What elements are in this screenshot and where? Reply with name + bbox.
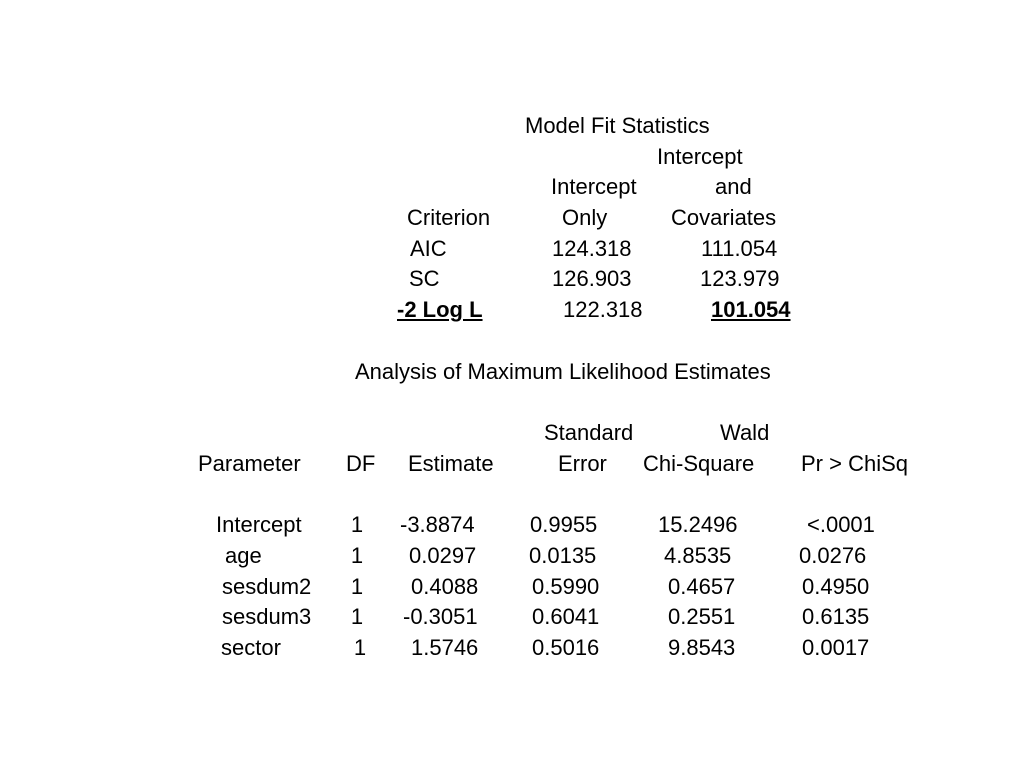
param-df: 1 bbox=[350, 512, 364, 537]
param-wald-chisq: 0.4657 bbox=[668, 574, 736, 599]
param-name: age bbox=[225, 543, 262, 568]
fit-criterion: AIC bbox=[410, 236, 447, 261]
fit-criterion: SC bbox=[409, 266, 440, 291]
param-std-error: 0.6041 bbox=[532, 604, 600, 629]
header-standard: Standard bbox=[544, 420, 634, 445]
param-df: 1 bbox=[353, 635, 367, 660]
param-p-value: 0.6135 bbox=[802, 604, 870, 629]
header-error: Error bbox=[558, 451, 607, 476]
header-criterion: Criterion bbox=[407, 205, 491, 230]
fit-intercept-only: 124.318 bbox=[552, 236, 632, 261]
param-std-error: 0.5016 bbox=[532, 635, 600, 660]
param-name: sesdum3 bbox=[222, 604, 312, 629]
param-name: Intercept bbox=[216, 512, 302, 537]
header-only: Only bbox=[562, 205, 608, 230]
param-std-error: 0.9955 bbox=[530, 512, 598, 537]
param-estimate: 0.0297 bbox=[409, 543, 477, 568]
header-chi-square: Chi-Square bbox=[643, 451, 755, 476]
param-estimate: -0.3051 bbox=[403, 604, 478, 629]
param-wald-chisq: 4.8535 bbox=[664, 543, 732, 568]
header-intercept-only-line1: Intercept bbox=[551, 174, 637, 199]
param-df: 1 bbox=[350, 574, 364, 599]
mle-title: Analysis of Maximum Likelihood Estimates bbox=[355, 359, 771, 384]
param-estimate: 0.4088 bbox=[411, 574, 479, 599]
param-p-value: <.0001 bbox=[807, 512, 875, 537]
fit-with-covariates: 101.054 bbox=[711, 297, 791, 322]
fit-with-covariates: 111.054 bbox=[701, 236, 778, 261]
param-estimate: 1.5746 bbox=[411, 635, 479, 660]
param-wald-chisq: 9.8543 bbox=[668, 635, 736, 660]
model-fit-title: Model Fit Statistics bbox=[525, 113, 710, 138]
param-std-error: 0.0135 bbox=[529, 543, 597, 568]
header-parameter: Parameter bbox=[198, 451, 301, 476]
header-wald: Wald bbox=[720, 420, 770, 445]
header-estimate: Estimate bbox=[408, 451, 494, 476]
header-df: DF bbox=[346, 451, 376, 476]
fit-intercept-only: 122.318 bbox=[563, 297, 643, 322]
param-df: 1 bbox=[350, 604, 364, 629]
param-p-value: 0.4950 bbox=[802, 574, 870, 599]
fit-intercept-only: 126.903 bbox=[552, 266, 632, 291]
header-pr-chisq: Pr > ChiSq bbox=[801, 451, 908, 476]
param-df: 1 bbox=[350, 543, 364, 568]
header-covariates: Covariates bbox=[671, 205, 777, 230]
param-p-value: 0.0017 bbox=[802, 635, 870, 660]
header-intercept-top: Intercept bbox=[657, 144, 743, 169]
param-name: sesdum2 bbox=[222, 574, 312, 599]
param-estimate: -3.8874 bbox=[400, 512, 475, 537]
param-name: sector bbox=[221, 635, 281, 660]
param-wald-chisq: 15.2496 bbox=[658, 512, 738, 537]
header-and: and bbox=[715, 174, 752, 199]
fit-criterion: -2 Log L bbox=[397, 297, 483, 322]
param-std-error: 0.5990 bbox=[532, 574, 600, 599]
fit-with-covariates: 123.979 bbox=[700, 266, 780, 291]
param-wald-chisq: 0.2551 bbox=[668, 604, 736, 629]
param-p-value: 0.0276 bbox=[799, 543, 867, 568]
